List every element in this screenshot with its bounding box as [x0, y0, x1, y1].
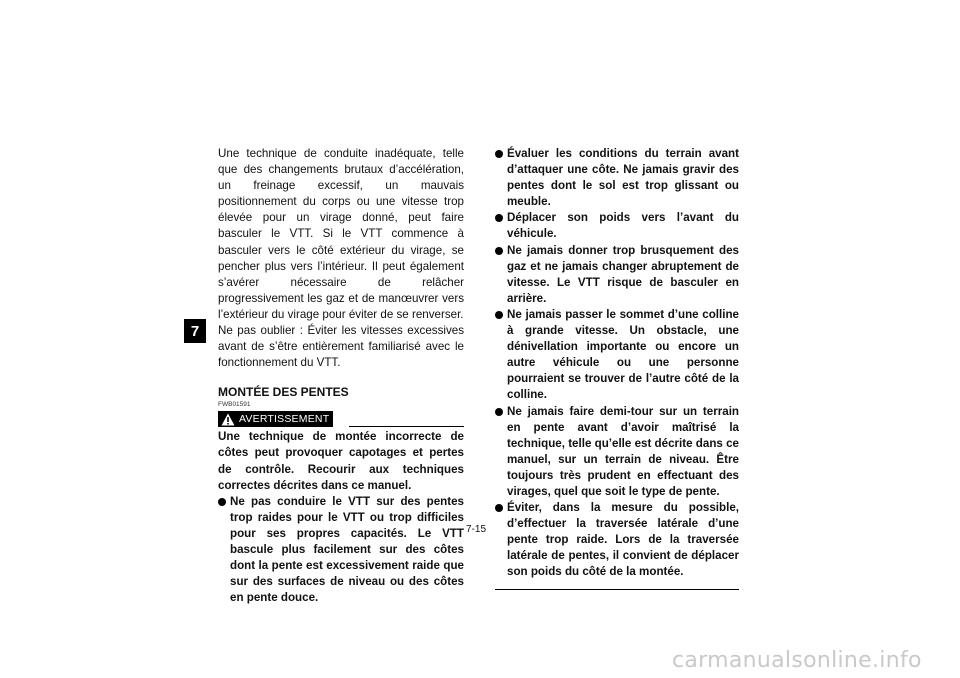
watermark: carmanualsonline.info — [672, 648, 922, 673]
bullet-icon — [495, 311, 503, 319]
bullet-icon — [218, 498, 226, 506]
section-title: MONTÉE DES PENTES — [218, 385, 349, 400]
list-item — [495, 307, 739, 404]
bullet-icon — [495, 504, 503, 512]
chapter-tab: 7 — [184, 319, 206, 343]
warning-triangle-icon — [221, 413, 235, 426]
warning-label: AVERTISSEMENT — [239, 413, 330, 426]
bullet-text: Ne pas conduire le VTT sur des pentes trop raides pour le VTT ou trop difficiles pour ses propres capacités. Le VTT bascule plus facilement sur des côtes dont la pente est excessivement raide que sur des surfaces de niveau ou des côtes en pente douce. — [230, 494, 464, 605]
right-bullet-list — [495, 146, 739, 581]
list-item — [495, 243, 739, 307]
bullet-text: Ne jamais faire demi-tour sur un terrain en pente avant d’avoir maîtrisé la technique, telle qu’elle est décrite dans ce manuel, sur un terrain de niveau. Être toujours très prudent en effectuant des virages, quel que soit le type de pente. — [507, 404, 739, 498]
warning-intro: Une technique de montée incorrecte de côtes peut provoquer capotages et pertes de contrôle. Recourir aux techniques correctes décrites dans ce manuel. — [218, 430, 464, 492]
warning-divider — [349, 426, 464, 427]
right-column — [495, 146, 739, 590]
left-column — [218, 146, 464, 606]
left-bullet-list — [218, 494, 464, 607]
warning-code: FWB01591 — [218, 401, 251, 409]
list-item — [495, 146, 739, 210]
bullet-text: Ne jamais donner trop brusquement des gaz et ne jamais changer abruptement de vitesse. Le VTT risque de basculer en arrière. — [507, 243, 739, 305]
bullet-icon — [495, 150, 503, 158]
list-item — [495, 500, 739, 580]
warning-header — [218, 411, 464, 427]
intro-paragraph-1: Une technique de conduite inadéquate, telle que des changements brutaux d’accélération, un freinage excessif, un mauvais positionnement du corps ou une vitesse trop élevée pour un virage donné, peut faire basculer le VTT. Si le VTT commence à basculer vers le côté extérieur du virage, se pencher plus vers l’intérieur. Il peut également s’avérer nécessaire de relâcher progressivement les gaz et de manœuvrer vers l’extérieur du virage pour éviter de se renverser. — [218, 147, 464, 321]
bullet-text: Éviter, dans la mesure du possible, d’effectuer la traversée latérale d’une pente trop raide. Lors de la traversée latérale de pentes, il convient de déplacer son poids du côté de la montée. — [507, 501, 739, 579]
bullet-text: Ne jamais passer le sommet d’une colline à grande vitesse. Un obstacle, une dénivellation importante ou encore un autre véhicule ou une personne pourraient se trouver de l’autre côté de la colline. — [507, 307, 739, 402]
list-item — [495, 210, 739, 242]
bullet-text: Évaluer les conditions du terrain avant d’attaquer une côte. Ne jamais gravir des pentes dont le sol est trop glissant ou meuble. — [507, 147, 739, 209]
intro-paragraph-2: Ne pas oublier : Éviter les vitesses excessives avant de s’être entièrement familiarisé avec le fonctionnement du VTT. — [218, 324, 464, 370]
warning-end-rule — [495, 589, 739, 590]
bullet-icon — [495, 214, 503, 222]
page-number: 7-15 — [466, 524, 487, 535]
bullet-text: Déplacer son poids vers l’avant du véhicule. — [507, 211, 739, 241]
list-item — [218, 494, 464, 607]
bullet-icon — [495, 247, 503, 255]
list-item — [495, 404, 739, 501]
bullet-icon — [495, 408, 503, 416]
warning-badge — [218, 411, 333, 427]
